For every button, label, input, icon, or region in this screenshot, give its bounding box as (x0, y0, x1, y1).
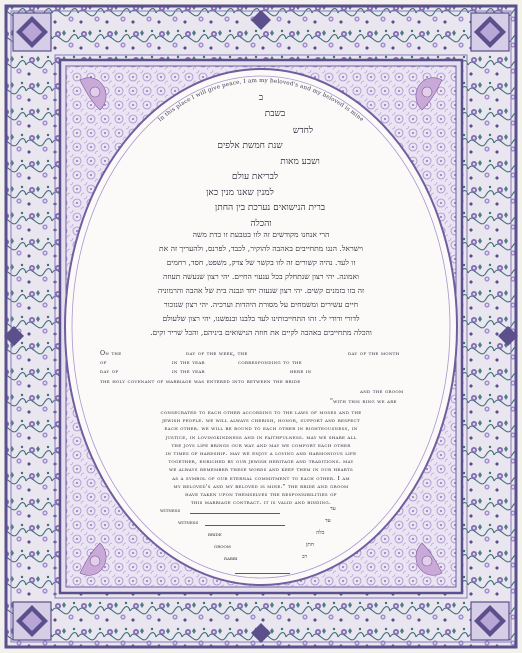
hebrew-line-8: והכלה (250, 219, 272, 229)
english-here-in: here in (290, 368, 312, 375)
hebrew-body-line: חיים עשירים ומשמחים על מסורת היהדות וערכיה. יהי רצון שנזכור (163, 300, 359, 309)
english-corresponding: corresponding to the (238, 359, 302, 366)
english-body-line: in times of hardship. may we enjoy a loving and harmonious life (165, 451, 357, 457)
hebrew-line-6: למנין שאנו מנין כאן (206, 188, 274, 198)
sig-witness-1-line (190, 513, 280, 514)
hebrew-line-1: בשבת (264, 109, 286, 119)
sig-witness-1-label: witness (160, 508, 181, 514)
hebrew-line-3: שנת חמשת אלפים (217, 141, 283, 151)
hebrew-body-line: וישראל. הנגו מתחייבים באהבה להוקיר, לכבד, לפרנס, ולהעריך זה את (159, 244, 363, 253)
english-body-line: the joys life brings our way and may we comfort each other (171, 442, 351, 449)
english-in-the-year: in the year (172, 359, 205, 366)
english-day-of-month: day of the month (348, 350, 400, 357)
sig-rabbi-line (235, 573, 290, 574)
sig-witness-2-line (205, 525, 285, 526)
border-quotation: In this place I will give peace, I am my beloved's and my beloved is mine (157, 77, 365, 124)
english-and-groom: and the groom (360, 388, 404, 395)
sig-ed-1-label: עד (330, 506, 336, 512)
english-body-line: justice, in lovingkindness and in faithfulness. may we share all (165, 434, 357, 441)
sig-groom-label: groom (214, 544, 231, 550)
sig-kallah-label: כלה (316, 530, 325, 536)
english-body-line: my beloved's and my beloved is mine." the bride and groom (173, 483, 349, 490)
english-body-line: we always remember these words and keep them in our hearts (168, 467, 354, 474)
sig-rabbi-label: rabbi (224, 556, 238, 562)
english-day-of: day of (100, 368, 119, 375)
hebrew-line-5: לבריאת עולם (231, 172, 279, 182)
hebrew-body-line: זה בזו בזמנים קשים. יהי רצון שנעזה יחד ונבנה בית של אהבה והרמוניה (157, 286, 365, 295)
sig-witness-2-label: witness (178, 520, 199, 526)
english-body-line: jewish people. we will always cherish, honor, support and respect (162, 418, 360, 425)
english-on-the: On the (100, 350, 122, 357)
english-day-of-week: day of the week, the (186, 350, 248, 357)
hebrew-line-2: לחדש (292, 126, 314, 136)
english-body-line: have taken upon themselves the responsibilities of (185, 492, 337, 498)
sig-rav-label: רב (302, 554, 308, 560)
sig-chatan-label: חתן (306, 542, 315, 548)
hebrew-body-line: זו לעד. נהיה קשורים זה לזו בקשר של צדק, משפט, חסד, רחמים (166, 258, 356, 267)
english-body-line: together, enriched by our jewish heritage and traditions. may (168, 459, 354, 466)
sig-bride-label: bride (208, 532, 222, 538)
english-with-ring: "with this ring we are (330, 398, 397, 405)
hebrew-body-line: לדורי ודודי לי. זהו התחייבותינו לעד בלבנו ובנפשנו, יהי רצון שלעולם (162, 314, 360, 323)
hebrew-line-0: ב (258, 93, 264, 103)
english-of: of (100, 359, 107, 366)
hebrew-body-line: הרי אנחנו מקודשים זה לזו בטבעת זו כדת משה (192, 230, 330, 239)
hebrew-body-line: ואמונה. יהי רצון שנתחלק בכל ענעוי החיים. יהי רצון שנעשה תעוזה (163, 272, 359, 281)
english-in-the-year-2: in the year (172, 368, 205, 375)
hebrew-line-4: ושבע מאות (280, 157, 320, 167)
hebrew-line-7: ברית הנישואים נערכת בין החתן (214, 203, 326, 213)
english-body-line: each other. we will be bound to each other in righteousness, in (164, 426, 358, 433)
english-body-line: this marriage contract. it is valid and binding. (190, 500, 332, 507)
hebrew-body-line: והכלה מתחייבים באהבה לקיים את חוזה הנישואים ביניהם, והכל שריר וקים. (150, 328, 372, 337)
english-body-line: consecrated to each other according to the laws of moses and the (160, 410, 362, 416)
english-covenant: the holy covenant of marriage was entered into between the bride (100, 378, 301, 385)
english-body-line: as a symbol of our eternal commitment to each other. I am (172, 475, 350, 482)
sig-ed-2-label: עד (325, 518, 331, 524)
